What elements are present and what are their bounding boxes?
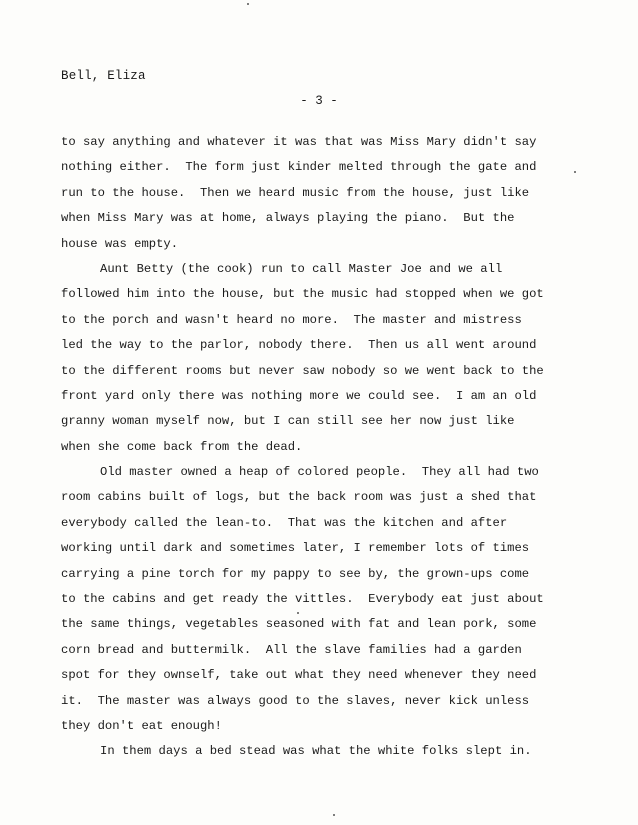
text-line: working until dark and sometimes later, I remember lots of times: [61, 541, 530, 556]
text-line: to say anything and whatever it was that was Miss Mary didn't say: [61, 135, 537, 149]
text-line: when Miss Mary was at home, always playing the piano. But the: [61, 211, 515, 226]
text-line: led the way to the parlor, nobody there. Then us all went around: [61, 338, 537, 353]
text-line: carrying a pine torch for my pappy to see by, the grown-ups come: [61, 566, 530, 581]
text-line: room cabins built of logs, but the back room was just a shed that: [61, 490, 537, 505]
text-line: it. The master was always good to the slaves, never kick unless: [61, 693, 530, 708]
text-line: Aunt Betty (the cook) run to call Master Joe and we all: [100, 261, 503, 276]
text-line: run to the house. Then we heard music from the house, just like: [61, 185, 530, 200]
text-line: In them days a bed stead was what the white folks slept in.: [100, 744, 532, 759]
text-line: they don't eat enough!: [61, 718, 222, 733]
text-line: Old master owned a heap of colored people. They all had two: [100, 465, 539, 480]
body-text: [61, 130, 626, 765]
text-line: house was empty.: [61, 236, 179, 251]
text-line: nothing either. The form just kinder melted through the gate and: [61, 160, 537, 175]
text-line: front yard only there was nothing more we could see. I am an old: [61, 388, 537, 403]
paper-speck: [247, 3, 249, 5]
text-line: to the different rooms but never saw nobody so we went back to the: [61, 363, 544, 378]
text-line: granny woman myself now, but I can still see her now just like: [61, 414, 515, 429]
text-line: to the porch and wasn't heard no more. The master and mistress: [61, 312, 522, 327]
interviewee-name: Bell, Eliza: [61, 69, 146, 83]
text-line: everybody called the lean-to. That was the kitchen and after: [61, 515, 508, 530]
paper-speck: [333, 814, 335, 816]
text-line: corn bread and buttermilk. All the slave families had a garden: [61, 642, 522, 657]
text-line: spot for they ownself, take out what they need whenever they need: [61, 668, 537, 683]
text-line: the same things, vegetables seasoned with fat and lean pork, some: [61, 617, 537, 632]
text-line: followed him into the house, but the music had stopped when we got: [61, 287, 544, 302]
text-line: when she come back from the dead.: [61, 439, 303, 454]
text-line: to the cabins and get ready the vittles. Everybody eat just about: [61, 592, 544, 607]
page-number: - 3 -: [300, 94, 338, 108]
